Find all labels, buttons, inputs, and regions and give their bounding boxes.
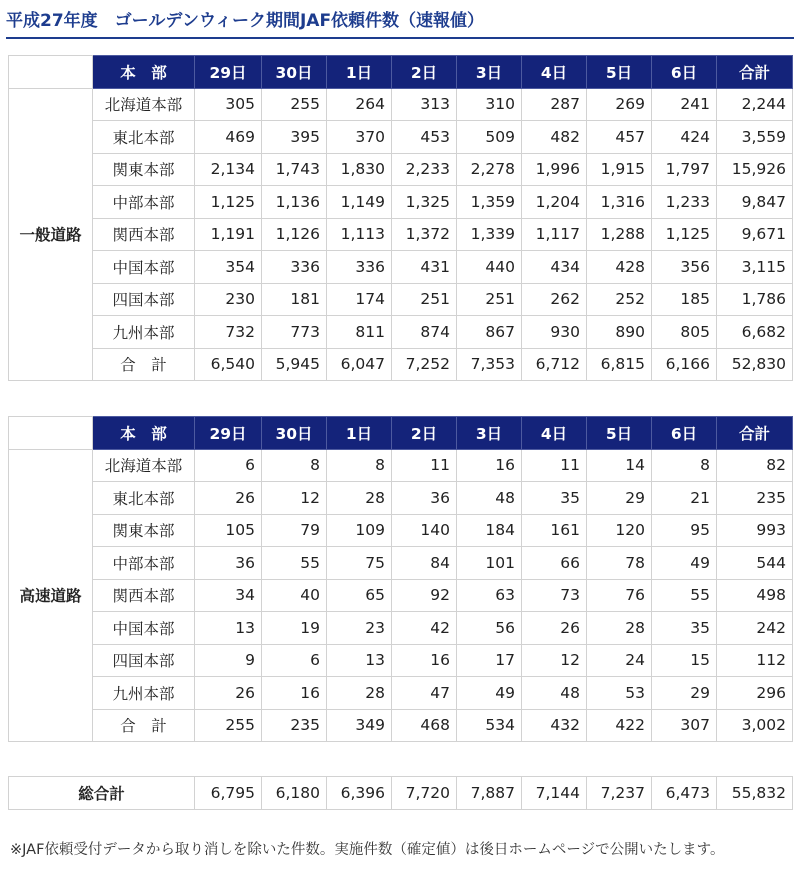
table-row	[9, 579, 793, 612]
value-cell: 19	[262, 612, 327, 645]
value-cell: 498	[717, 579, 793, 612]
value-cell: 1,797	[652, 153, 717, 186]
value-cell: 40	[262, 579, 327, 612]
table-header-row	[9, 417, 793, 450]
value-cell: 36	[392, 482, 457, 515]
value-cell: 1,830	[327, 153, 392, 186]
grand-total-cell: 7,237	[587, 777, 652, 810]
value-cell: 1,743	[262, 153, 327, 186]
category-label: 一般道路	[9, 88, 93, 381]
header-day-29: 29日	[195, 417, 262, 450]
grand-total-table	[8, 776, 793, 810]
value-cell: 544	[717, 547, 793, 580]
value-cell: 181	[262, 283, 327, 316]
header-day-1: 1日	[327, 417, 392, 450]
value-cell: 1,372	[392, 218, 457, 251]
value-cell: 307	[652, 709, 717, 742]
value-cell: 16	[262, 677, 327, 710]
value-cell: 242	[717, 612, 793, 645]
value-cell: 890	[587, 316, 652, 349]
value-cell: 468	[392, 709, 457, 742]
value-cell: 2,134	[195, 153, 262, 186]
value-cell: 6,166	[652, 348, 717, 381]
value-cell: 63	[457, 579, 522, 612]
value-cell: 422	[587, 709, 652, 742]
value-cell: 313	[392, 88, 457, 121]
value-cell: 8	[262, 449, 327, 482]
value-cell: 55	[262, 547, 327, 580]
value-cell: 14	[587, 449, 652, 482]
value-cell: 76	[587, 579, 652, 612]
header-day-30: 30日	[262, 417, 327, 450]
value-cell: 15,926	[717, 153, 793, 186]
value-cell: 930	[522, 316, 587, 349]
value-cell: 6	[262, 644, 327, 677]
value-cell: 1,325	[392, 186, 457, 219]
branch-name: 関東本部	[93, 153, 195, 186]
value-cell: 47	[392, 677, 457, 710]
value-cell: 867	[457, 316, 522, 349]
value-cell: 29	[652, 677, 717, 710]
value-cell: 2,233	[392, 153, 457, 186]
value-cell: 349	[327, 709, 392, 742]
grand-total-cell: 6,180	[262, 777, 327, 810]
value-cell: 26	[195, 482, 262, 515]
branch-name: 合 計	[93, 709, 195, 742]
value-cell: 1,339	[457, 218, 522, 251]
value-cell: 453	[392, 121, 457, 154]
header-day-5: 5日	[587, 56, 652, 89]
header-total: 合計	[717, 56, 793, 89]
value-cell: 1,915	[587, 153, 652, 186]
grand-total-row	[9, 777, 793, 810]
grand-total-cell: 6,396	[327, 777, 392, 810]
value-cell: 23	[327, 612, 392, 645]
value-cell: 28	[587, 612, 652, 645]
value-cell: 356	[652, 251, 717, 284]
value-cell: 161	[522, 514, 587, 547]
value-cell: 55	[652, 579, 717, 612]
value-cell: 1,359	[457, 186, 522, 219]
header-day-2: 2日	[392, 417, 457, 450]
value-cell: 26	[522, 612, 587, 645]
value-cell: 5,945	[262, 348, 327, 381]
table-row	[9, 88, 793, 121]
value-cell: 310	[457, 88, 522, 121]
value-cell: 269	[587, 88, 652, 121]
value-cell: 3,002	[717, 709, 793, 742]
category-label: 高速道路	[9, 449, 93, 742]
page-title: 平成27年度 ゴールデンウィーク期間JAF依頼件数（速報値）	[6, 6, 794, 39]
value-cell: 184	[457, 514, 522, 547]
branch-name: 四国本部	[93, 644, 195, 677]
value-cell: 262	[522, 283, 587, 316]
header-day-6: 6日	[652, 417, 717, 450]
value-cell: 235	[262, 709, 327, 742]
value-cell: 255	[262, 88, 327, 121]
value-cell: 21	[652, 482, 717, 515]
value-cell: 9,671	[717, 218, 793, 251]
value-cell: 26	[195, 677, 262, 710]
value-cell: 8	[652, 449, 717, 482]
expressway-table	[8, 416, 793, 742]
value-cell: 534	[457, 709, 522, 742]
branch-name: 中国本部	[93, 251, 195, 284]
value-cell: 440	[457, 251, 522, 284]
table-row	[9, 482, 793, 515]
grand-total-cell: 7,887	[457, 777, 522, 810]
value-cell: 28	[327, 677, 392, 710]
value-cell: 1,316	[587, 186, 652, 219]
header-blank	[9, 56, 93, 89]
value-cell: 95	[652, 514, 717, 547]
header-day-30: 30日	[262, 56, 327, 89]
value-cell: 24	[587, 644, 652, 677]
table-row	[9, 547, 793, 580]
value-cell: 185	[652, 283, 717, 316]
value-cell: 48	[457, 482, 522, 515]
value-cell: 732	[195, 316, 262, 349]
value-cell: 336	[262, 251, 327, 284]
value-cell: 1,191	[195, 218, 262, 251]
header-blank	[9, 417, 93, 450]
branch-name: 中国本部	[93, 612, 195, 645]
grand-total-cell: 6,473	[652, 777, 717, 810]
value-cell: 469	[195, 121, 262, 154]
general-road-table	[8, 55, 793, 381]
value-cell: 120	[587, 514, 652, 547]
value-cell: 255	[195, 709, 262, 742]
value-cell: 65	[327, 579, 392, 612]
branch-name: 九州本部	[93, 677, 195, 710]
value-cell: 1,125	[652, 218, 717, 251]
branch-name: 東北本部	[93, 482, 195, 515]
footnote: ※JAF依頼受付データから取り消しを除いた件数。実施件数（確定値）は後日ホームページで公開いたします。	[10, 842, 725, 858]
value-cell: 251	[392, 283, 457, 316]
total-row	[9, 709, 793, 742]
value-cell: 6,047	[327, 348, 392, 381]
value-cell: 15	[652, 644, 717, 677]
value-cell: 105	[195, 514, 262, 547]
value-cell: 101	[457, 547, 522, 580]
value-cell: 9,847	[717, 186, 793, 219]
table-row	[9, 449, 793, 482]
grand-total-cell: 7,144	[522, 777, 587, 810]
value-cell: 84	[392, 547, 457, 580]
value-cell: 6,712	[522, 348, 587, 381]
value-cell: 42	[392, 612, 457, 645]
value-cell: 482	[522, 121, 587, 154]
value-cell: 73	[522, 579, 587, 612]
value-cell: 35	[522, 482, 587, 515]
value-cell: 424	[652, 121, 717, 154]
general-road-body	[9, 88, 793, 381]
value-cell: 174	[327, 283, 392, 316]
value-cell: 811	[327, 316, 392, 349]
header-branch: 本 部	[93, 417, 195, 450]
value-cell: 432	[522, 709, 587, 742]
value-cell: 431	[392, 251, 457, 284]
value-cell: 2,244	[717, 88, 793, 121]
value-cell: 434	[522, 251, 587, 284]
branch-name: 合 計	[93, 348, 195, 381]
branch-name: 関西本部	[93, 579, 195, 612]
value-cell: 230	[195, 283, 262, 316]
value-cell: 1,113	[327, 218, 392, 251]
table-row	[9, 251, 793, 284]
table-row	[9, 218, 793, 251]
table-header-row	[9, 56, 793, 89]
value-cell: 1,996	[522, 153, 587, 186]
value-cell: 112	[717, 644, 793, 677]
branch-name: 中部本部	[93, 547, 195, 580]
grand-total-cell: 7,720	[392, 777, 457, 810]
table-row	[9, 283, 793, 316]
value-cell: 35	[652, 612, 717, 645]
header-day-2: 2日	[392, 56, 457, 89]
value-cell: 6	[195, 449, 262, 482]
value-cell: 241	[652, 88, 717, 121]
value-cell: 6,682	[717, 316, 793, 349]
grand-total-label: 総合計	[9, 777, 195, 810]
value-cell: 6,540	[195, 348, 262, 381]
table-row	[9, 186, 793, 219]
value-cell: 874	[392, 316, 457, 349]
branch-name: 四国本部	[93, 283, 195, 316]
value-cell: 53	[587, 677, 652, 710]
header-day-1: 1日	[327, 56, 392, 89]
value-cell: 75	[327, 547, 392, 580]
value-cell: 305	[195, 88, 262, 121]
grand-total-cell: 6,795	[195, 777, 262, 810]
header-day-6: 6日	[652, 56, 717, 89]
table-row	[9, 644, 793, 677]
branch-name: 北海道本部	[93, 88, 195, 121]
value-cell: 354	[195, 251, 262, 284]
value-cell: 12	[522, 644, 587, 677]
value-cell: 82	[717, 449, 793, 482]
value-cell: 264	[327, 88, 392, 121]
value-cell: 52,830	[717, 348, 793, 381]
value-cell: 336	[327, 251, 392, 284]
value-cell: 251	[457, 283, 522, 316]
value-cell: 13	[327, 644, 392, 677]
value-cell: 92	[392, 579, 457, 612]
value-cell: 1,233	[652, 186, 717, 219]
value-cell: 34	[195, 579, 262, 612]
expressway-body	[9, 449, 793, 742]
table-row	[9, 612, 793, 645]
value-cell: 1,117	[522, 218, 587, 251]
value-cell: 7,252	[392, 348, 457, 381]
value-cell: 109	[327, 514, 392, 547]
value-cell: 11	[392, 449, 457, 482]
value-cell: 287	[522, 88, 587, 121]
header-branch: 本 部	[93, 56, 195, 89]
value-cell: 235	[717, 482, 793, 515]
value-cell: 49	[457, 677, 522, 710]
header-day-29: 29日	[195, 56, 262, 89]
value-cell: 11	[522, 449, 587, 482]
value-cell: 48	[522, 677, 587, 710]
value-cell: 3,115	[717, 251, 793, 284]
value-cell: 16	[457, 449, 522, 482]
branch-name: 北海道本部	[93, 449, 195, 482]
value-cell: 805	[652, 316, 717, 349]
value-cell: 66	[522, 547, 587, 580]
header-day-5: 5日	[587, 417, 652, 450]
value-cell: 1,786	[717, 283, 793, 316]
header-day-3: 3日	[457, 56, 522, 89]
header-total: 合計	[717, 417, 793, 450]
value-cell: 13	[195, 612, 262, 645]
header-day-4: 4日	[522, 417, 587, 450]
value-cell: 28	[327, 482, 392, 515]
value-cell: 7,353	[457, 348, 522, 381]
table-row	[9, 153, 793, 186]
value-cell: 36	[195, 547, 262, 580]
value-cell: 12	[262, 482, 327, 515]
total-row	[9, 348, 793, 381]
value-cell: 428	[587, 251, 652, 284]
value-cell: 1,125	[195, 186, 262, 219]
branch-name: 東北本部	[93, 121, 195, 154]
value-cell: 993	[717, 514, 793, 547]
value-cell: 1,149	[327, 186, 392, 219]
value-cell: 56	[457, 612, 522, 645]
value-cell: 370	[327, 121, 392, 154]
table-row	[9, 316, 793, 349]
value-cell: 1,288	[587, 218, 652, 251]
value-cell: 395	[262, 121, 327, 154]
value-cell: 29	[587, 482, 652, 515]
value-cell: 1,204	[522, 186, 587, 219]
value-cell: 79	[262, 514, 327, 547]
branch-name: 九州本部	[93, 316, 195, 349]
table-row	[9, 677, 793, 710]
value-cell: 9	[195, 644, 262, 677]
branch-name: 関西本部	[93, 218, 195, 251]
value-cell: 17	[457, 644, 522, 677]
value-cell: 296	[717, 677, 793, 710]
value-cell: 1,136	[262, 186, 327, 219]
value-cell: 8	[327, 449, 392, 482]
value-cell: 773	[262, 316, 327, 349]
branch-name: 中部本部	[93, 186, 195, 219]
value-cell: 16	[392, 644, 457, 677]
value-cell: 49	[652, 547, 717, 580]
value-cell: 6,815	[587, 348, 652, 381]
table-row	[9, 514, 793, 547]
value-cell: 140	[392, 514, 457, 547]
branch-name: 関東本部	[93, 514, 195, 547]
value-cell: 457	[587, 121, 652, 154]
value-cell: 509	[457, 121, 522, 154]
value-cell: 252	[587, 283, 652, 316]
value-cell: 1,126	[262, 218, 327, 251]
value-cell: 2,278	[457, 153, 522, 186]
table-row	[9, 121, 793, 154]
grand-total-cell: 55,832	[717, 777, 793, 810]
value-cell: 78	[587, 547, 652, 580]
header-day-4: 4日	[522, 56, 587, 89]
value-cell: 3,559	[717, 121, 793, 154]
header-day-3: 3日	[457, 417, 522, 450]
